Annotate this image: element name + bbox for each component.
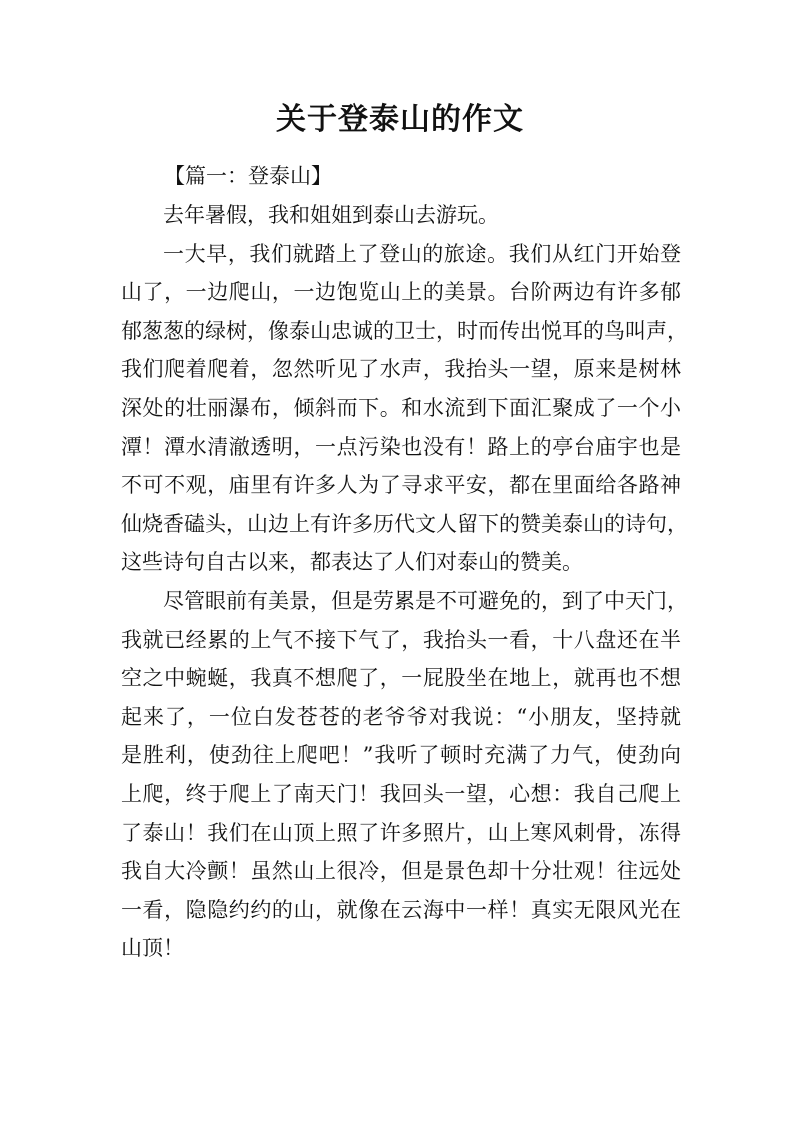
paragraph-line: 我自大冷颤！虽然山上很冷，但是景色却十分壮观！往远处 <box>121 859 681 884</box>
paragraph-line: 郁葱葱的绿树，像泰山忠诚的卫士，时而传出悦耳的鸟叫声， <box>121 318 688 343</box>
paragraph <box>121 582 688 968</box>
paragraph-line: 深处的壮丽瀑布，倾斜而下。和水流到下面汇聚成了一个小 <box>121 395 681 420</box>
paragraph-line: 我就已经累的上气不接下气了，我抬头一看，十八盘还在半 <box>121 627 681 652</box>
paragraph-line: 潭！潭水清澈透明，一点污染也没有！路上的亭台庙宇也是 <box>121 434 681 459</box>
document-title: 关于登泰山的作文 <box>276 102 524 137</box>
paragraph-line: 起来了，一位白发苍苍的老爷爷对我说：“小朋友，坚持就 <box>121 704 681 729</box>
paragraph-line: 山了，一边爬山，一边饱览山上的美景。台阶两边有许多郁 <box>121 280 681 305</box>
paragraph-line: 一看，隐隐约约的山，就像在云海中一样！真实无限风光在 <box>121 897 681 922</box>
paragraph-line: 不可不观，庙里有许多人为了寻求平安，都在里面给各路神 <box>121 473 681 498</box>
paragraph-line: 空之中蜿蜒，我真不想爬了，一屁股坐在地上，就再也不想 <box>121 666 681 691</box>
paragraph <box>121 235 688 582</box>
paragraph <box>121 196 681 235</box>
paragraph-line: 这些诗句自古以来，都表达了人们对泰山的赞美。 <box>121 550 583 575</box>
paragraph-line: 去年暑假，我和姐姐到泰山去游玩。 <box>163 203 499 227</box>
paragraph-line: 是胜利，使劲往上爬吧！”我听了顿时充满了力气，使劲向 <box>121 743 681 768</box>
paragraph-line: 了泰山！我们在山顶上照了许多照片，山上寒风刺骨，冻得 <box>121 820 681 845</box>
paragraph-line: 上爬，终于爬上了南天门！我回头一望，心想：我自己爬上 <box>121 781 681 806</box>
paragraph-line: 尽管眼前有美景，但是劳累是不可避免的，到了中天门， <box>163 588 688 613</box>
paragraph-line: 仙烧香磕头，山边上有许多历代文人留下的赞美泰山的诗句， <box>121 511 688 536</box>
paragraph-line: 山顶！ <box>121 936 184 961</box>
paragraph-line: 我们爬着爬着，忽然听见了水声，我抬头一望，原来是树林 <box>121 357 681 382</box>
section-heading: 【篇一：登泰山】 <box>164 164 332 188</box>
paragraph-line: 一大早，我们就踏上了登山的旅途。我们从红门开始登 <box>163 241 681 266</box>
essay-body <box>121 196 688 968</box>
